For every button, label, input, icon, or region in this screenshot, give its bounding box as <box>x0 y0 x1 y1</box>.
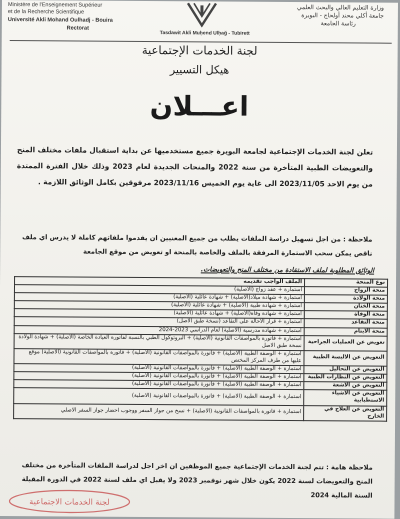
committee-stamp <box>4 488 134 515</box>
required-file-cell: استمارة + الوصفة الطبية (الاصلية) + فاتورة بالمواصفات القانونية (الاصلية) <box>14 364 304 374</box>
grant-type-cell: تعويض عن العمليات الجراحية <box>304 335 387 351</box>
stamp-text: لجنة الخدمات الاجتماعية <box>29 497 110 507</box>
grant-type-cell: التعويض عن العلاج في الخارج <box>304 405 387 421</box>
required-file-cell: استمارة + الوصفة الطبية (الاصلية) + فاتورة بالمواصفات القانونية (الاصلية) + فاتورة بالمواصفات القانونية (الاصلية) موقع عليها من طرف المركز المختص <box>14 348 304 365</box>
university-logo <box>180 1 224 27</box>
grant-type-cell: التعويض عن الالبسة الطبية <box>304 350 387 366</box>
logo-caption: Tasdawit Akli Muḥend Ulḥağ - Tubirett <box>159 30 250 37</box>
committee-title: لجنة الخدمات الإجتماعية <box>141 42 258 58</box>
ministry-ar: وزارة التعليم العالي والبحث العلمي <box>296 4 384 12</box>
required-file-cell: استمارة + شهادة ميلاد(الاصلية) + شهادة عائلية (الاصلية) <box>14 293 304 303</box>
grant-type-cell: التعويض عن الاشياء الاستطبابية <box>304 390 387 406</box>
grant-type-cell: منحة الزواج <box>304 287 387 296</box>
grant-type-cell: منحة الوفاة <box>304 311 387 320</box>
required-file-cell: استمارة + الوصفة الطبية (الاصلية) + فاتورة بالمواصفات القانونية (الاصلية) <box>14 372 304 382</box>
required-file-cell: استمارة + قرار الاحالة على التقاعد (نسخة طبق الاصل) <box>14 317 304 327</box>
header-grant-type: نوع المنحة <box>305 279 388 288</box>
header-left <box>8 2 148 34</box>
ministry-fr-line1: Ministère de l'Enseignement Supérieur <box>7 2 103 9</box>
required-file-cell: استمارة + فاتورة بالمواصفات القانونية (الاصلية) + نسخ من جواز السفر ووجوب احضار جواز السفر الاصلي <box>14 403 304 420</box>
required-file-cell: استمارة + فاتورة بالمواصفات القانونية (الاصلية) + البروتوكول الطبي بالنسبة لفاتورة العيادة الخاصة (الاصلية) + شهادة الولادة نسخة طبق الاصل <box>14 333 304 350</box>
footer-important-note: ملاحظة هامة : تتم لجنة الخدمات الإجتماعية جميع الموظفين ان اخر اجل لدراسة الملفات المتأخرة من مختلف المنح والتعويضات لسنة 2022 يكون خلال شهر نوفمبر 2023 ولا يقبل اي ملف لسنة 2022 في الدورة المقبلة السنة المالية 2024 <box>21 461 373 500</box>
committee-subtitle: هيكل التسيير <box>169 63 230 77</box>
university-ar: جامعة أكلي محند أولحاج - البويرة <box>301 12 384 20</box>
table-row <box>14 403 387 421</box>
header-right <box>244 4 384 29</box>
grant-type-cell: منحة الولادة <box>304 295 387 304</box>
grant-type-cell: منحة الختان <box>304 303 387 312</box>
ministry-fr-line2: et de la Recherche Scientifique <box>7 9 85 16</box>
grant-type-cell: منحة الايتام <box>304 327 387 336</box>
required-file-cell: استمارة + عقد زواج (الاصلية) <box>14 285 304 295</box>
required-file-cell: استمارة + شهادة وفاة(الاصلية) + شهادة عائلية (الاصلية) <box>14 309 304 319</box>
required-file-cell: استمارة + شهادة مدرسية (الاصلية) لعام الدراسي 2023-2024 <box>14 325 304 335</box>
required-file-cell: استمارة + شهادة طبية (الاصلية) + شهادة عائلية (الاصلية) <box>14 301 304 311</box>
grant-type-cell: التعويض عن الاشعة <box>304 382 387 391</box>
note-paragraph: ملاحظة : من اجل تسهيل دراسة الملفات يطلب من جميع المعنيين ان يقدموا ملفاتهم كاملة لا يدرس اي ملف ناقص يمكن سحب الاستمارة المرفقة بالملف والخاصة بالمنحة او تعويض من موقع الجامعة <box>22 233 373 258</box>
rectorat-fr: Rectorat <box>66 25 89 32</box>
rectorat-ar: رئاسة الجامعة <box>320 20 356 28</box>
header-required-file: الملف الواجب تقديمه <box>15 277 305 287</box>
grant-type-cell: منحة التقاعد <box>304 319 387 328</box>
required-file-cell: استمارة + الوصفة الطبية (الاصلية) + فاتورة بالمواصفات القانونية (الاصلية) <box>14 380 304 390</box>
university-fr: Université Akli Mohand Oulhadj - Bouira <box>7 16 113 24</box>
grant-type-cell: التعويض عن النظارات الطبية <box>304 374 387 383</box>
documents-table <box>13 276 388 421</box>
required-file-cell: استمارة + الوصفة الطبية (الاصلية) + فاتورة بالمواصفات القانونية (الاصلية) <box>14 388 304 405</box>
announcement-body: تعلن لجنة الخدمات الإجتماعية لجامعة البويرة جميع مستخدميها عن بداية استقبال ملفات مختلف المنح والتعويضات الطبية المتأخرة من سنة 2022 والمنحات الجديدة لعام 2023 وذلك خلال الفترة الممتدة من يوم الاحد 2023/11/05 الى غاية يوم الخميس 2023/11/16 مرفوقين بكامل الوثائق اللازمة . <box>16 145 373 189</box>
documents-heading: الوثائق المطلوبة لملف الاستفادة من مختلف المنح والتعويضات. <box>200 265 375 275</box>
grant-type-cell: التعويض عن التحاليل <box>304 366 387 375</box>
announcement-title: اعـــلان <box>149 91 249 123</box>
